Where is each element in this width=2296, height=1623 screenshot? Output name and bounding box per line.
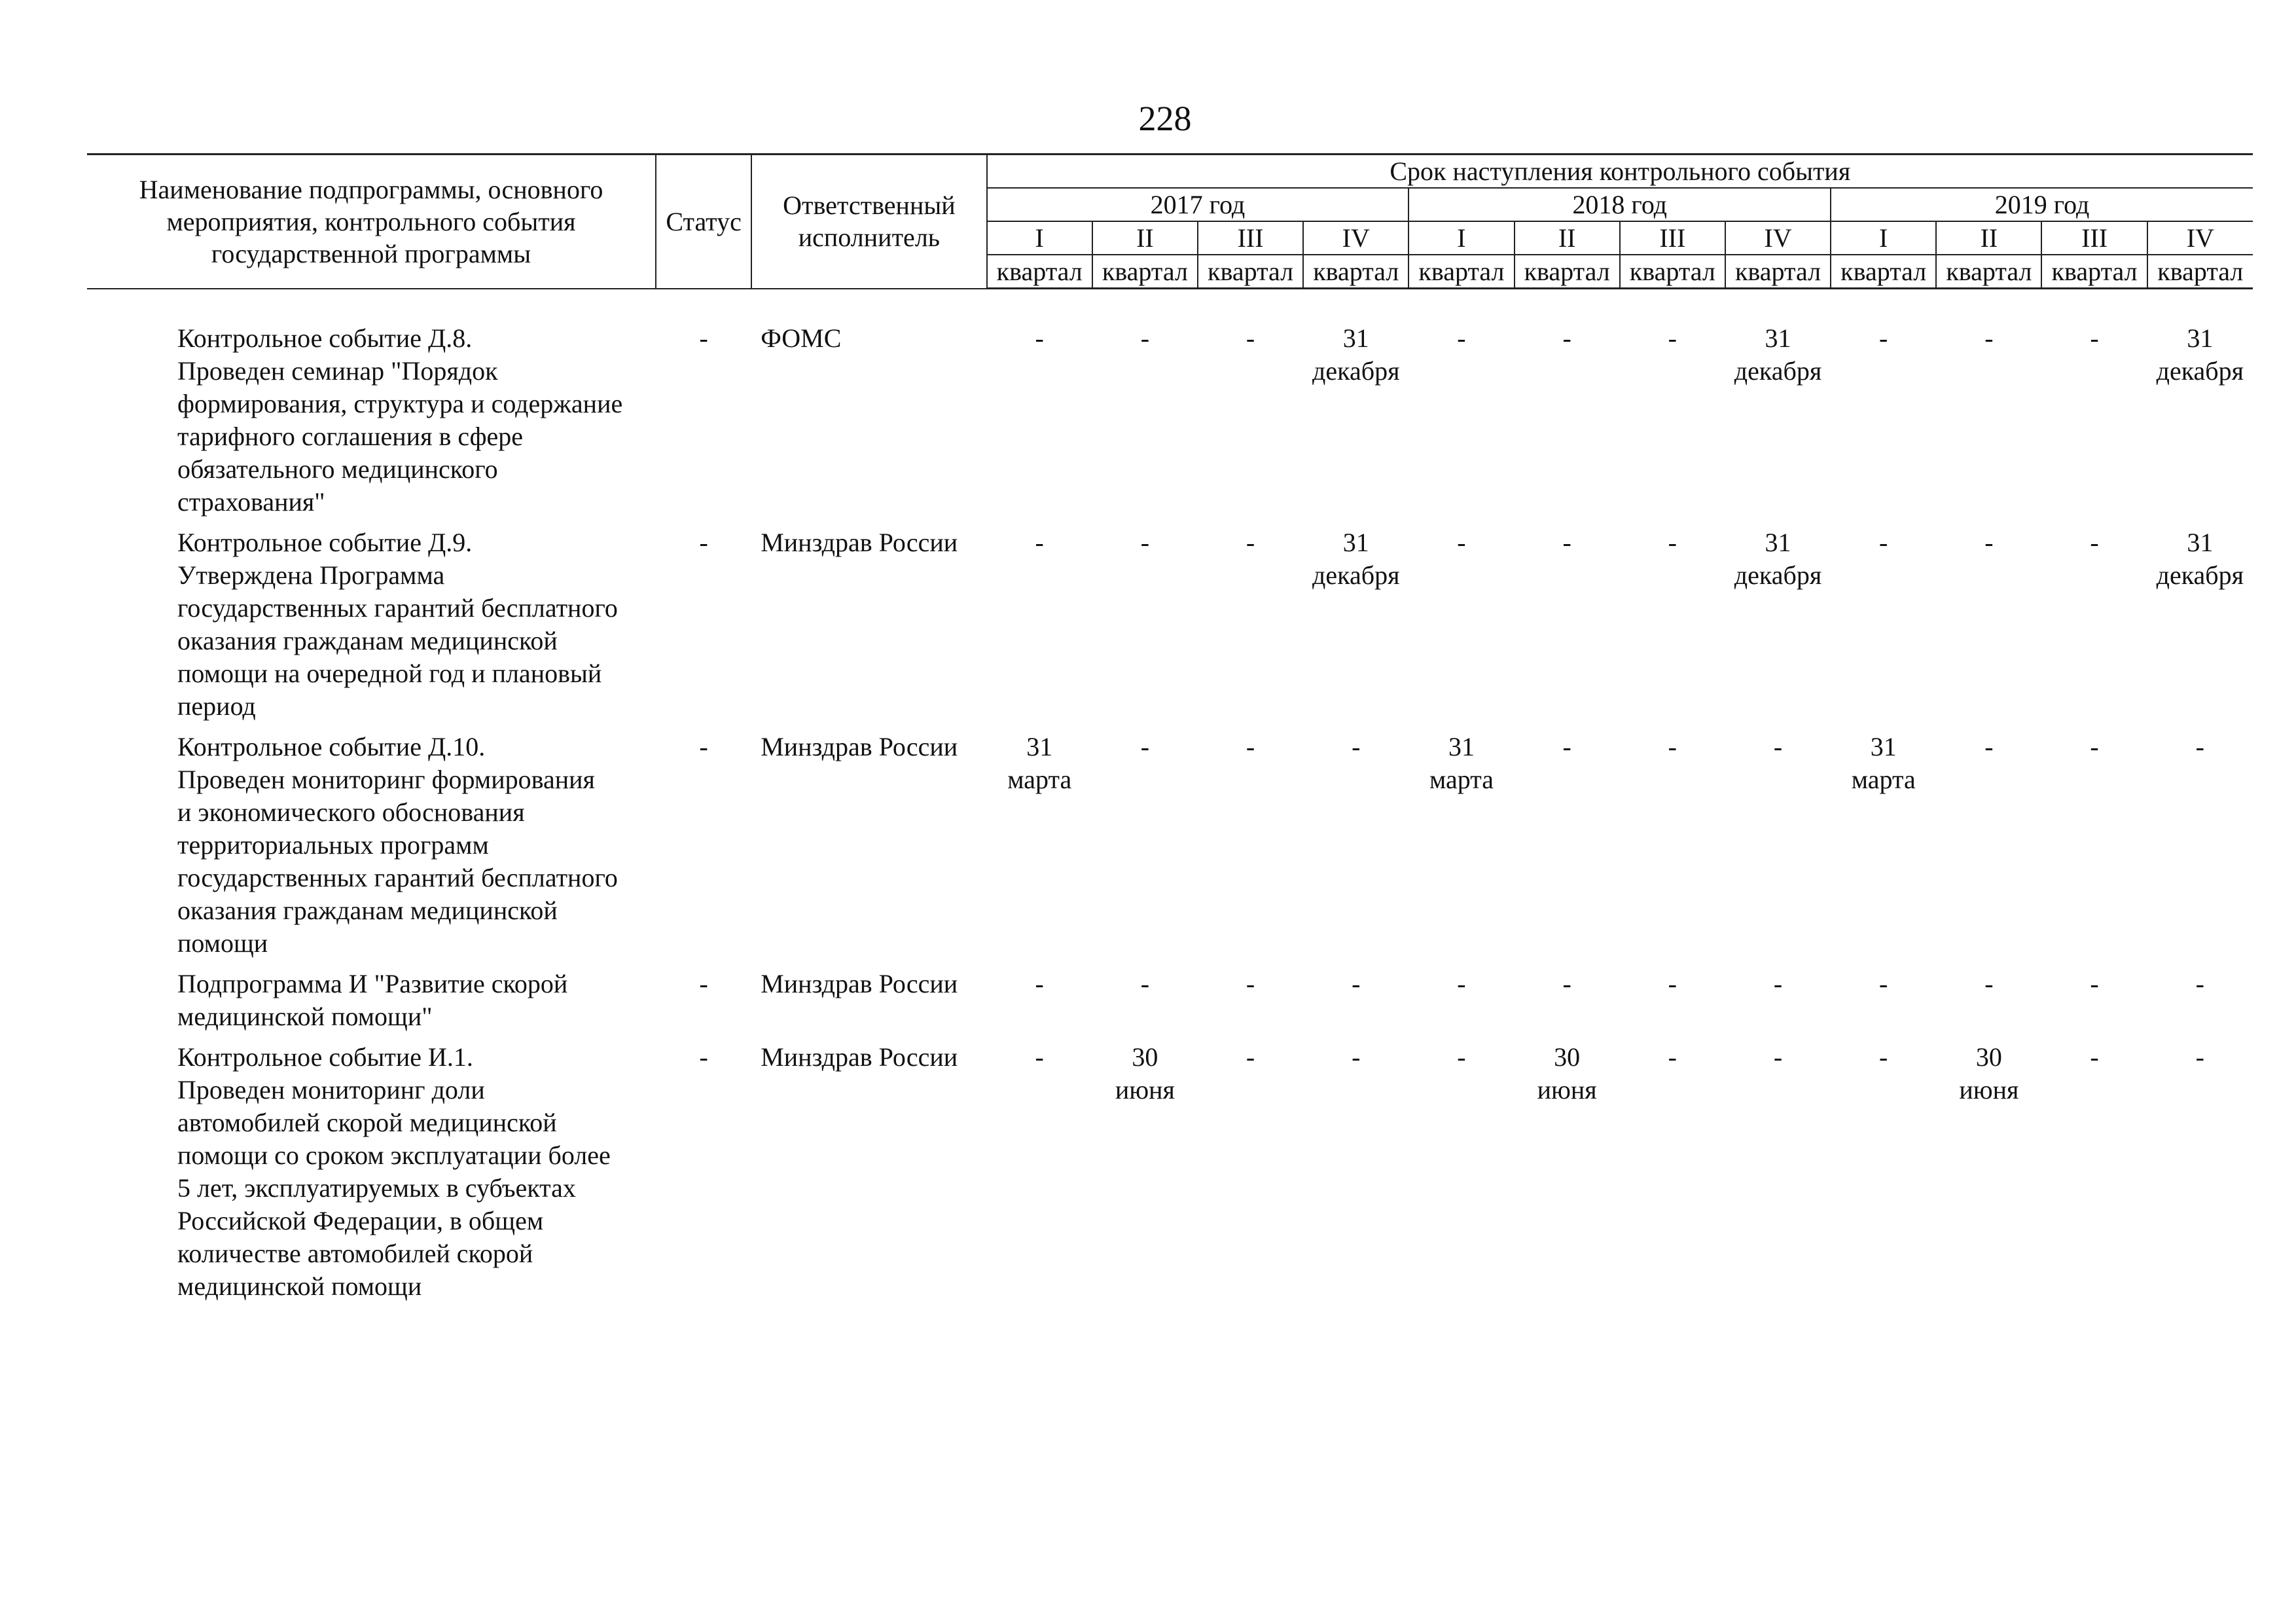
row-status: - — [699, 969, 708, 998]
quarter-number: III — [2041, 221, 2147, 255]
quarter-cell: - — [1879, 323, 1888, 353]
row-status: - — [699, 323, 708, 353]
row-responsible: Минздрав России — [761, 1042, 958, 1072]
quarter-cell: 30 июня — [1959, 1042, 2019, 1104]
quarter-number: II — [1092, 221, 1198, 255]
quarter-cell: - — [1562, 528, 1571, 557]
header-responsible: Ответственный исполнитель — [751, 155, 986, 289]
quarter-cell: - — [1562, 323, 1571, 353]
quarter-label: квартал — [1515, 255, 1620, 289]
quarter-cell: 31 марта — [1429, 732, 1494, 794]
row-status: - — [699, 732, 708, 761]
table-row — [87, 526, 2253, 731]
quarter-cell: - — [2090, 1042, 2099, 1072]
quarter-cell: - — [1879, 1042, 1888, 1072]
quarter-label: квартал — [1408, 255, 1514, 289]
row-responsible: ФОМС — [761, 323, 842, 353]
quarter-cell: - — [2090, 323, 2099, 353]
header-year-2017: 2017 год — [987, 188, 1409, 221]
quarter-cell: - — [1457, 323, 1466, 353]
quarter-number: III — [1198, 221, 1303, 255]
quarter-label: квартал — [1936, 255, 2041, 289]
quarter-cell: - — [1984, 323, 1994, 353]
quarter-cell: - — [1562, 732, 1571, 761]
quarter-cell: - — [1984, 528, 1994, 557]
quarter-cell: 31 марта — [1007, 732, 1072, 794]
quarter-cell: - — [1562, 969, 1571, 998]
quarter-cell: 31 декабря — [1312, 528, 1400, 590]
quarter-cell: - — [1246, 323, 1255, 353]
quarter-cell: 31 декабря — [1734, 323, 1822, 386]
quarter-cell: - — [2195, 969, 2204, 998]
quarter-cell: - — [2090, 528, 2099, 557]
table-row — [87, 731, 2253, 968]
quarter-cell: 31 декабря — [2156, 528, 2244, 590]
quarter-cell: 31 декабря — [2156, 323, 2244, 386]
quarter-label: квартал — [1831, 255, 1936, 289]
row-responsible: Минздрав России — [761, 732, 958, 761]
row-name: Контрольное событие Д.9. Утверждена Программа государственных гарантий бесплатного оказания гражданам медицинской помощи на очередной год и плановый период — [177, 528, 618, 721]
quarter-cell: - — [1035, 969, 1044, 998]
quarter-cell: - — [1879, 528, 1888, 557]
header-status: Статус — [656, 155, 751, 289]
quarter-number: I — [1831, 221, 1936, 255]
quarter-cell: - — [1668, 528, 1677, 557]
quarter-cell: - — [1773, 1042, 1783, 1072]
quarter-label: квартал — [1303, 255, 1408, 289]
quarter-cell: - — [2090, 969, 2099, 998]
page-number: 228 — [1138, 99, 1192, 138]
table-row — [87, 322, 2253, 526]
quarter-cell: - — [1457, 528, 1466, 557]
quarter-cell: - — [1879, 969, 1888, 998]
quarter-label: квартал — [1620, 255, 1725, 289]
quarter-number: I — [1408, 221, 1514, 255]
quarter-cell: - — [1984, 732, 1994, 761]
quarter-cell: - — [1140, 969, 1150, 998]
quarter-cell: - — [1035, 1042, 1044, 1072]
quarter-label: квартал — [1725, 255, 1831, 289]
quarter-cell: - — [1035, 323, 1044, 353]
quarter-cell: - — [1352, 732, 1361, 761]
row-status: - — [699, 528, 708, 557]
row-responsible: Минздрав России — [761, 969, 958, 998]
quarter-number: IV — [2147, 221, 2253, 255]
table-row — [87, 968, 2253, 1041]
table-body — [87, 289, 2253, 1311]
quarter-label: квартал — [1198, 255, 1303, 289]
row-name: Подпрограмма И "Развитие скорой медицинской помощи" — [177, 969, 568, 1031]
quarter-cell: - — [1984, 969, 1994, 998]
control-events-table — [87, 153, 2253, 1311]
quarter-number: I — [987, 221, 1092, 255]
quarter-cell: - — [1035, 528, 1044, 557]
quarter-cell: - — [1668, 732, 1677, 761]
quarter-number: II — [1936, 221, 2041, 255]
quarter-number: IV — [1303, 221, 1408, 255]
quarter-cell: - — [1246, 1042, 1255, 1072]
quarter-cell: - — [1352, 969, 1361, 998]
row-name: Контрольное событие Д.8. Проведен семинар "Порядок формирования, структура и содержание тарифного соглашения в сфере обязательного медицинского страхования" — [177, 323, 623, 517]
quarter-cell: - — [2195, 1042, 2204, 1072]
quarter-label: квартал — [2147, 255, 2253, 289]
quarter-cell: 31 декабря — [1734, 528, 1822, 590]
quarter-cell: - — [1140, 528, 1150, 557]
row-status: - — [699, 1042, 708, 1072]
quarter-label: квартал — [2041, 255, 2147, 289]
quarter-number: III — [1620, 221, 1725, 255]
table-row — [87, 1041, 2253, 1311]
quarter-cell: - — [1352, 1042, 1361, 1072]
quarter-cell: - — [1668, 323, 1677, 353]
quarter-cell: - — [1140, 732, 1150, 761]
quarter-label: квартал — [987, 255, 1092, 289]
quarter-number: IV — [1725, 221, 1831, 255]
quarter-cell: - — [1457, 969, 1466, 998]
quarter-cell: 31 марта — [1851, 732, 1916, 794]
quarter-cell: 30 июня — [1537, 1042, 1597, 1104]
quarter-cell: 31 декабря — [1312, 323, 1400, 386]
quarter-cell: - — [1457, 1042, 1466, 1072]
quarter-label: квартал — [1092, 255, 1198, 289]
header-year-2018: 2018 год — [1408, 188, 1831, 221]
quarter-cell: 30 июня — [1115, 1042, 1175, 1104]
quarter-cell: - — [1773, 969, 1783, 998]
row-name: Контрольное событие Д.10. Проведен мониторинг формирования и экономического обоснования территориальных программ государственных гарантий бесплатного оказания гражданам медицинской помощи — [177, 732, 618, 958]
quarter-cell: - — [1246, 528, 1255, 557]
quarter-cell: - — [1668, 1042, 1677, 1072]
header-year-2019: 2019 год — [1831, 188, 2253, 221]
quarter-cell: - — [1140, 323, 1150, 353]
quarter-cell: - — [2195, 732, 2204, 761]
quarter-number: II — [1515, 221, 1620, 255]
quarter-cell: - — [1246, 732, 1255, 761]
quarter-cell: - — [1773, 732, 1783, 761]
quarter-cell: - — [1246, 969, 1255, 998]
quarter-cell: - — [1668, 969, 1677, 998]
quarter-cell: - — [2090, 732, 2099, 761]
row-name: Контрольное событие И.1. Проведен мониторинг доли автомобилей скорой медицинской помощи со сроком эксплуатации более 5 лет, эксплуатируемых в субъектах Российской Федерации, в общем количестве автомобилей скорой медицинской помощи — [177, 1042, 611, 1301]
header-name: Наименование подпрограммы, основного мероприятия, контрольного события государственной программы — [87, 155, 656, 289]
header-deadline: Срок наступления контрольного события — [987, 155, 2253, 189]
row-responsible: Минздрав России — [761, 528, 958, 557]
